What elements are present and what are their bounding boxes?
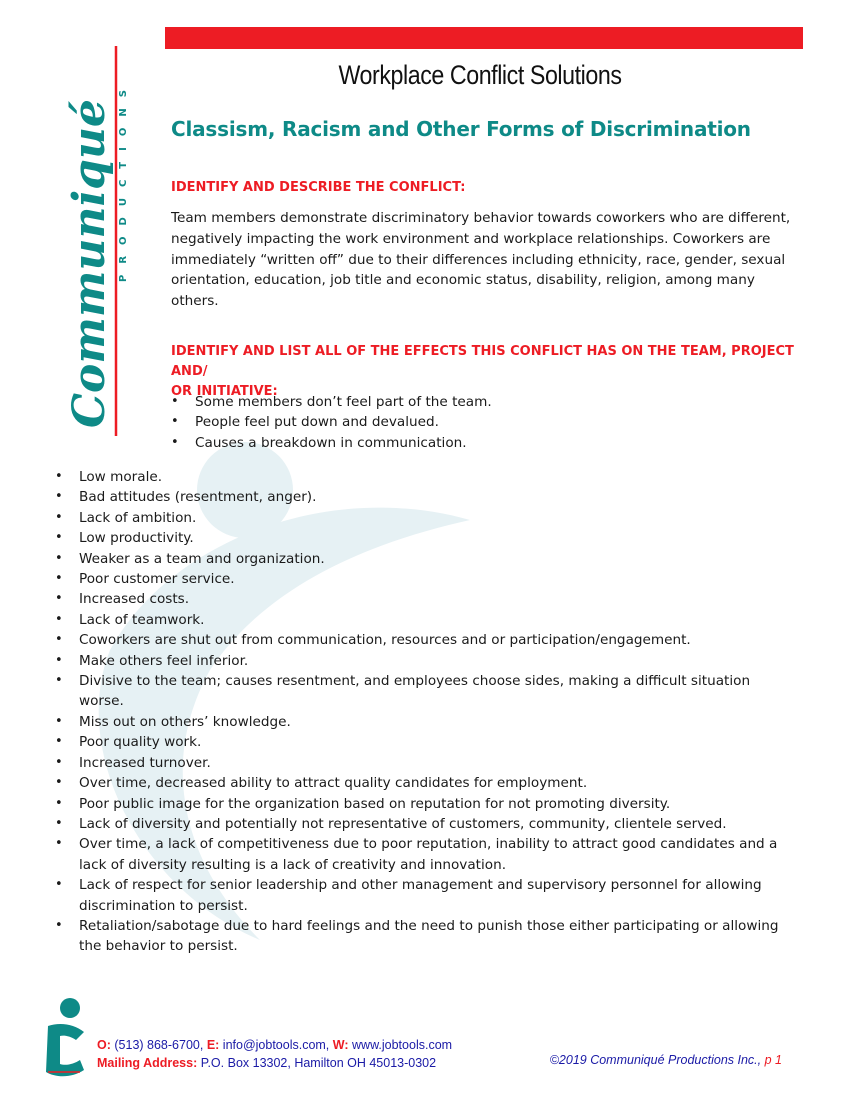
- footer-logo-mark: [40, 996, 90, 1078]
- conflict-description: Team members demonstrate discriminatory behavior towards coworkers who are different, negatively impacting the work environment and workplace relationships. Coworkers are immediately “written off” due to their differences including ethnicity, race, gender, sexual orientation, education, job title and economic status, disability, religion, among many others.: [171, 210, 791, 310]
- email-link[interactable]: info@jobtools.com,: [222, 1038, 330, 1052]
- list-item: • Lack of ambition.: [79, 508, 799, 528]
- logo-wordmark: Communiqué: [64, 99, 115, 428]
- list-item: • Poor quality work.: [79, 732, 799, 752]
- list-item: • Low productivity.: [79, 528, 799, 548]
- list-item: • Poor customer service.: [79, 569, 799, 589]
- section-heading-effects-line1: IDENTIFY AND LIST ALL OF THE EFFECTS THIS CONFLICT HAS ON THE TEAM, PROJECT AND/: [171, 344, 794, 379]
- list-item: • Divisive to the team; causes resentment, and employees choose sides, making a difficult situation worse.: [79, 671, 799, 712]
- list-item: • Over time, a lack of competitiveness due to poor reputation, inability to attract good candidates and a lack of diversity resulting is a lack of creativity and innovation.: [79, 834, 799, 875]
- section-heading-effects-line2: OR INITIATIVE:: [171, 384, 278, 399]
- list-item: • Bad attitudes (resentment, anger).: [79, 487, 799, 507]
- section-heading-conflict: IDENTIFY AND DESCRIBE THE CONFLICT:: [171, 180, 466, 195]
- page-subtitle: Classism, Racism and Other Forms of Discrimination: [171, 117, 751, 141]
- list-item: • Lack of diversity and potentially not representative of customers, community, clientele served.: [79, 814, 799, 834]
- mailing-line: [97, 1054, 452, 1072]
- list-item: • Coworkers are shut out from communication, resources and or participation/engagement.: [79, 630, 799, 650]
- list-item: • Over time, decreased ability to attract quality candidates for employment.: [79, 773, 799, 793]
- copyright: [540, 1053, 782, 1067]
- header-red-bar: [165, 27, 803, 49]
- list-item: • People feel put down and devalued.: [195, 412, 795, 432]
- phone-label: O:: [97, 1038, 111, 1052]
- list-item: • Make others feel inferior.: [79, 651, 799, 671]
- contact-line: [97, 1036, 452, 1054]
- communique-logo: [60, 40, 140, 440]
- list-item: • Increased costs.: [79, 589, 799, 609]
- effects-list-a: [195, 392, 795, 453]
- list-item: • Lack of respect for senior leadership and other management and supervisory personnel for allowing discrimination to persist.: [79, 875, 799, 916]
- website-label: W:: [332, 1038, 349, 1052]
- website-link[interactable]: www.jobtools.com: [352, 1038, 453, 1052]
- list-item: • Causes a breakdown in communication.: [195, 433, 795, 453]
- effects-list-b: [79, 467, 799, 957]
- list-item: • Some members don’t feel part of the team.: [195, 392, 795, 412]
- list-item: • Low morale.: [79, 467, 799, 487]
- document-title: Workplace Conflict Solutions: [338, 60, 622, 90]
- list-item: • Retaliation/sabotage due to hard feelings and the need to punish those either participating or allowing the behavior to persist.: [79, 916, 799, 957]
- list-item: • Poor public image for the organization based on reputation for not promoting diversity.: [79, 794, 799, 814]
- list-item: • Miss out on others’ knowledge.: [79, 712, 799, 732]
- mailing-address: P.O. Box 13302, Hamilton OH 45013-0302: [200, 1056, 437, 1070]
- logo-tagline: PRODUCTIONS: [118, 79, 129, 282]
- list-item: • Weaker as a team and organization.: [79, 549, 799, 569]
- email-label: E:: [206, 1038, 220, 1052]
- contact-block: [97, 1036, 452, 1072]
- copyright-text: ©2019 Communiqué Productions Inc.,: [549, 1053, 762, 1067]
- list-item: • Lack of teamwork.: [79, 610, 799, 630]
- page-number: p 1: [764, 1053, 782, 1067]
- mailing-label: Mailing Address:: [97, 1056, 198, 1070]
- list-item: • Increased turnover.: [79, 753, 799, 773]
- phone-number[interactable]: (513) 868-6700,: [114, 1038, 204, 1052]
